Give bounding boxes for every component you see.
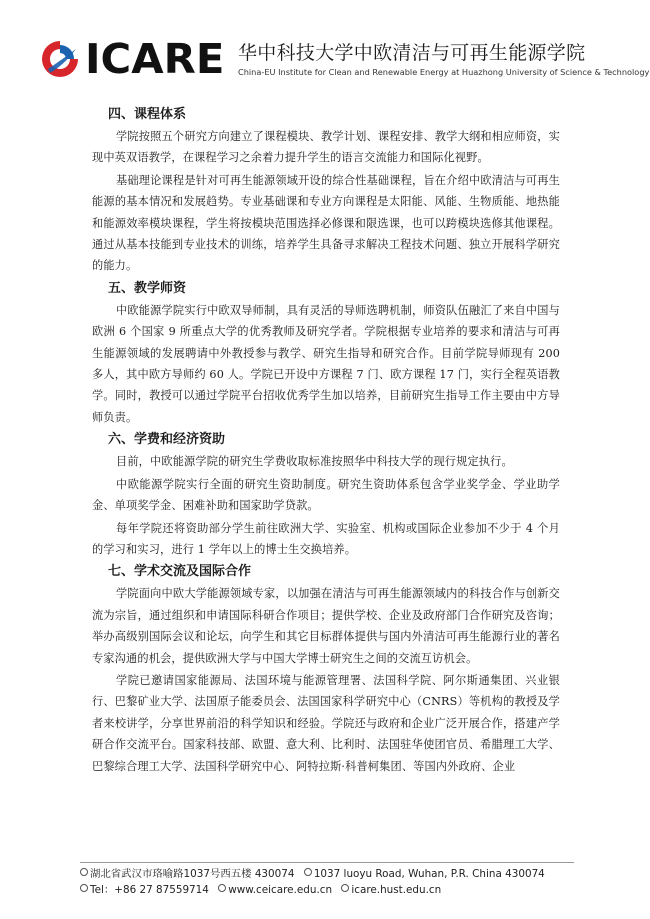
- icare-logo-icon: [40, 39, 80, 79]
- school-name-en: China-EU Institute for Clean and Renewable Energy at Huazhong University of Science & Technology: [238, 67, 650, 77]
- bullet-circle-icon: [218, 884, 226, 892]
- school-name-cn: 华中科技大学中欧清洁与可再生能源学院: [238, 42, 586, 64]
- bullet-circle-icon: [341, 884, 349, 892]
- page-footer: [80, 866, 600, 898]
- section-faculty: [92, 278, 560, 428]
- paragraph: 每年学院还将资助部分学生前往欧洲大学、实验室、机构或国际企业参加不少于 4 个月的学习和实习，进行 1 学年以上的博士生交换培养。: [92, 521, 560, 556]
- paragraph: 中欧能源学院实行全面的研究生资助制度。研究生资助体系包含学业奖学金、学业助学金、单项奖学金、困难补助和国家助学贷款。: [92, 477, 560, 513]
- bullet-circle-icon: [80, 884, 88, 892]
- paragraph: 学院按照五个研究方向建立了课程模块、教学计划、课程安排、教学大纲和相应师资，实现中英双语教学，在课程学习之余着力提升学生的语言交流能力和国际化视野。: [92, 130, 560, 165]
- footer-address-cn: 湖北省武汉市珞喻路1037号西五楼 430074: [80, 866, 295, 882]
- footer-website-1[interactable]: www.ceicare.edu.cn: [218, 882, 332, 898]
- section-title: 四、课程体系: [108, 107, 187, 122]
- footer-row-contact: [80, 882, 600, 898]
- footer-tel: Tel：+86 27 87559714: [80, 882, 209, 898]
- footer-divider: [80, 862, 574, 863]
- paragraph: 学院已邀请国家能源局、法国环境与能源管理署、法国科学院、阿尔斯通集团、兴业银行、巴黎矿业大学、法国原子能委员会、法国国家科学研究中心（CNRS）等机构的教授及学者来校讲学，分享世界前沿的科学知识和经验。学院还与政府和企业广泛开展合作，搭建产学研合作交流平台。国家科技部、欧盟、意大利、比利时、法国驻华使团官员、希腊理工大学、巴黎综合理工大学、法国科学研究中心、阿特拉斯·科普柯集团、等国内外政府、企业: [92, 673, 560, 773]
- footer-website-2[interactable]: icare.hust.edu.cn: [341, 882, 441, 898]
- page-header: [0, 0, 650, 92]
- section-title: 六、学费和经济资助: [108, 432, 226, 448]
- paragraph: 基础理论课程是针对可再生能源领域开设的综合性基础课程，旨在介绍中欧清洁与可再生能源的基本情况和发展趋势。专业基础课和专业方向课程是太阳能、风能、生物质能、地热能和能源效率模块课程，学生将按模块范围选择必修课和限选课，也可以跨模块选修其他课程。通过从基本技能到专业技术的训练，培养学生具备寻求解决工程技术问题、独立开展科学研究的能力。: [92, 173, 560, 273]
- bullet-circle-icon: [304, 868, 312, 876]
- paragraph: 目前，中欧能源学院的研究生学费收取标准按照华中科技大学的现行规定执行。: [116, 455, 513, 469]
- section-title: 七、学术交流及国际合作: [108, 564, 252, 580]
- section-tuition: [92, 429, 560, 560]
- paragraph: 中欧能源学院实行中欧双导师制，具有灵活的导师选聘机制，师资队伍融汇了来自中国与欧洲 6 个国家 9 所重点大学的优秀教师及研究学者。学院根据专业培养的要求和清洁与可再生能源领域的发展聘请中外教授参与教学、研究生指导和研究合作。目前学院导师现有 200 多人，其中欧方导师约 60 人。学院已开设中方课程 7 门、欧方课程 17 门，实行全程英语教学。同时，教授可以通过学院平台招收优秀学生加以培养，目前研究生指导工作主要由中方导师负责。: [92, 303, 560, 424]
- section-cooperation: [92, 561, 560, 777]
- footer-row-address: [80, 866, 600, 882]
- section-title: 五、教学师资: [108, 280, 187, 296]
- footer-address-en: 1037 luoyu Road, Wuhan, P.R. China 430074: [304, 866, 545, 882]
- paragraph: 学院面向中欧大学能源领域专家，以加强在清洁与可再生能源领域内的科技合作与创新交流为宗旨，通过组织和申请国际科研合作项目；提供学校、企业及政府部门合作研究及咨询；举办高级别国际会议和论坛，向学生和其它目标群体提供与国内外清洁可再生能源行业的著名专家沟通的机会，提供欧洲大学与中国大学博士研究生之间的交流互访机会。: [92, 587, 560, 665]
- logo-text: ICARE: [85, 35, 225, 83]
- document-body: [92, 104, 560, 778]
- section-curriculum: [92, 104, 560, 277]
- bullet-circle-icon: [80, 868, 88, 876]
